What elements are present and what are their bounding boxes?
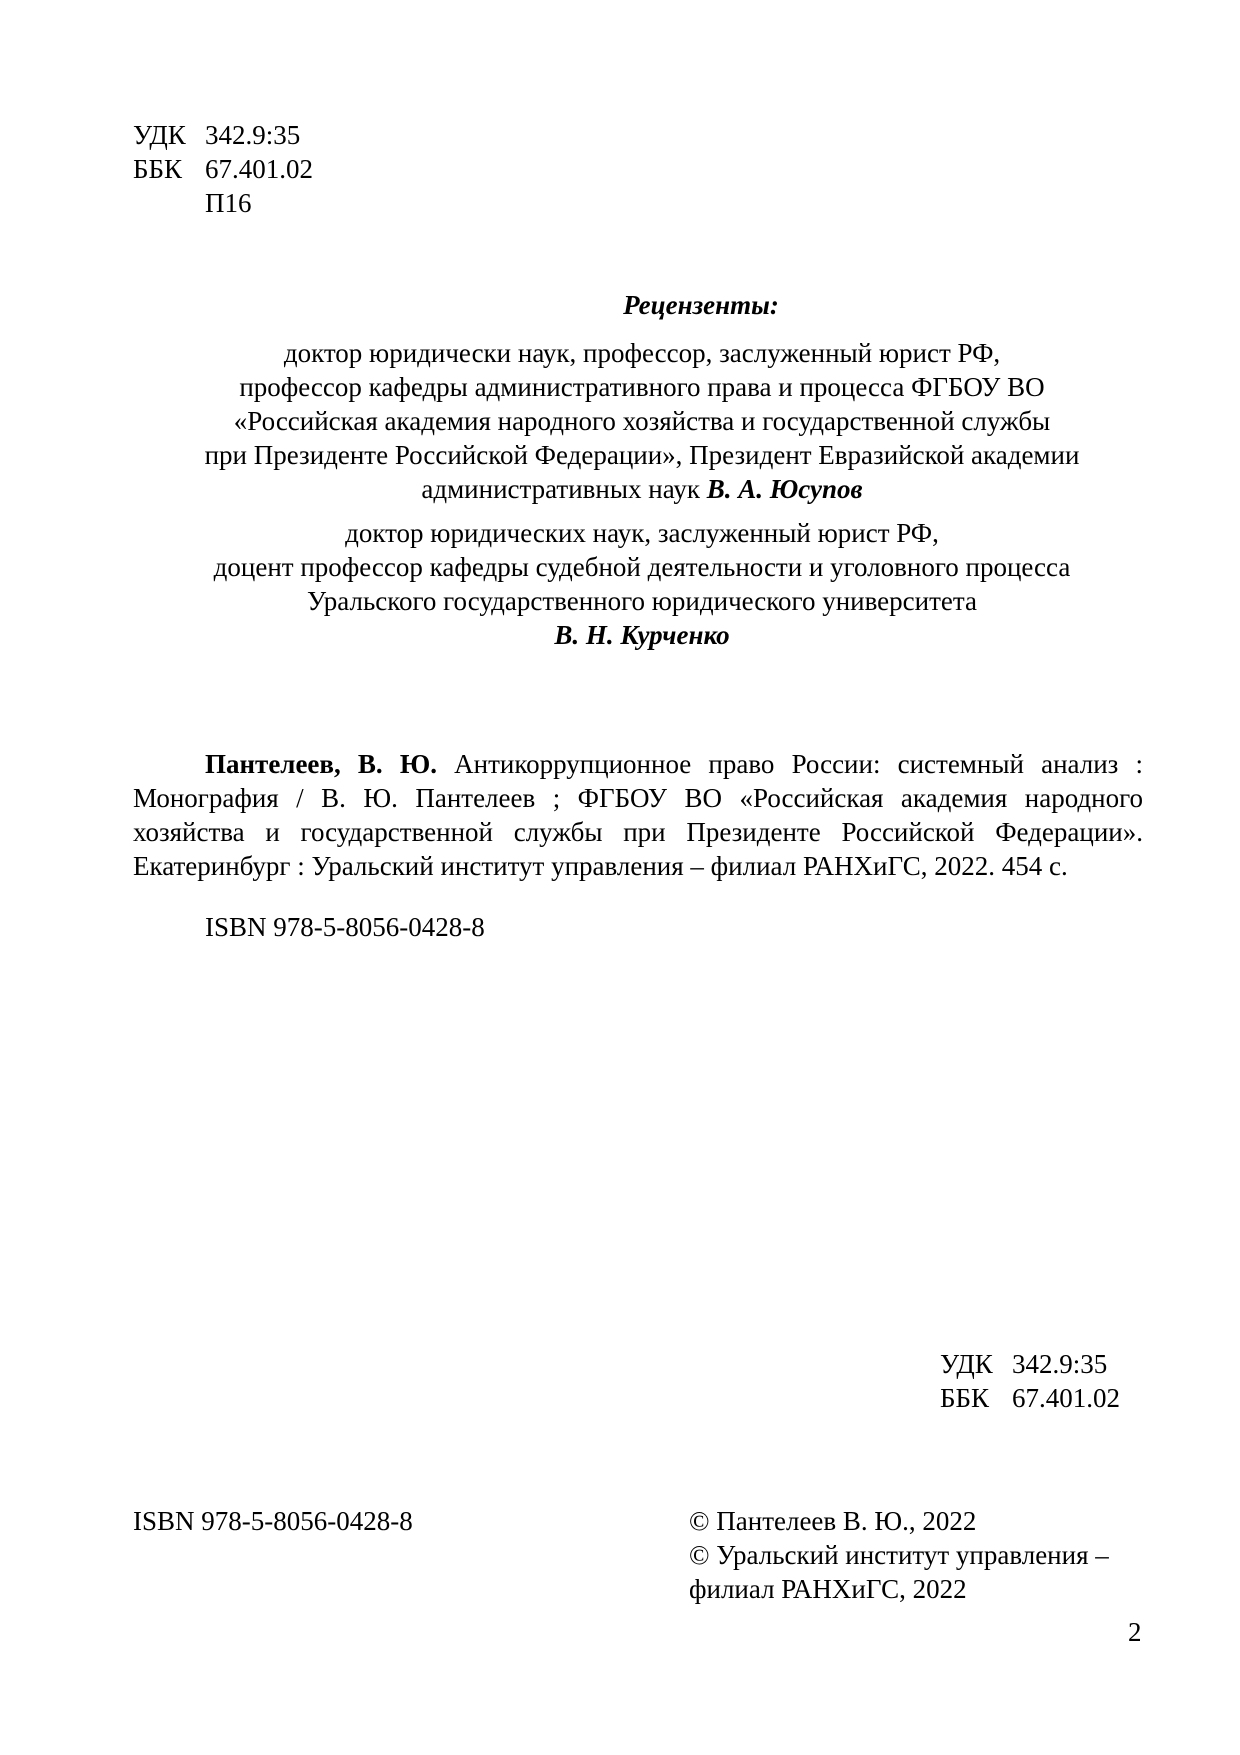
- reviewer-second-line: доктор юридических наук, заслуженный юрист РФ,: [345, 518, 939, 548]
- bbk-value: 67.401.02: [205, 154, 313, 184]
- bibliographic-description: [133, 747, 1143, 883]
- reviewer-first-name: В. А. Юсупов: [706, 474, 863, 504]
- copyright-block: [689, 1504, 1109, 1606]
- reviewer-first-line: при Президенте Российской Федерации», Президент Евразийской академии: [204, 440, 1080, 470]
- reviewer-first-line: доктор юридически наук, профессор, заслуженный юрист РФ,: [283, 338, 1001, 368]
- bbk-label: ББК: [133, 154, 183, 184]
- bib-author: Пантелеев, В. Ю.: [205, 749, 437, 779]
- reviewer-second-line: Уральского государственного юридического университета: [307, 586, 977, 616]
- copyright-line: © Уральский институт управления –: [689, 1540, 1109, 1570]
- udk-row: [133, 118, 313, 152]
- reviewer-first-line: профессор кафедры административного права и процесса ФГБОУ ВО: [239, 372, 1045, 402]
- reviewer-second-line: доцент профессор кафедры судебной деятельности и уголовного процесса: [213, 552, 1071, 582]
- page-number: 2: [1128, 1617, 1142, 1647]
- isbn-bottom: ISBN 978-5-8056-0428-8: [133, 1506, 413, 1536]
- reviewer-second: [132, 516, 1152, 652]
- reviewer-first-line-prefix: административных наук: [421, 474, 707, 504]
- isbn-top: ISBN 978-5-8056-0428-8: [205, 912, 485, 942]
- udk-label: УДК: [133, 120, 186, 150]
- copyright-line: © Пантелеев В. Ю., 2022: [689, 1506, 977, 1536]
- bottom-udk-value: 342.9:35: [1012, 1349, 1108, 1379]
- reviewers-section: [132, 288, 1152, 662]
- udk-value: 342.9:35: [205, 120, 301, 150]
- bottom-classification-codes: [940, 1347, 1120, 1415]
- reviewer-second-name: В. Н. Курченко: [554, 620, 730, 650]
- top-classification-codes: [133, 118, 313, 220]
- reviewer-first-last-line: [132, 472, 1152, 506]
- bib-text: Антикоррупционное право России: системный анализ : Монография / В. Ю. Пантелеев ; ФГБОУ ВО «Российская академия народного хозяйства и государственной службы при Президенте Российской Федерации». Екатеринбург : Уральский институт управления – филиал РАНХиГС, 2022. 454 с.: [133, 749, 1143, 881]
- bottom-udk-label: УДК: [940, 1349, 993, 1379]
- reviewer-first-line: «Российская академия народного хозяйства и государственной службы: [233, 406, 1051, 436]
- bbk-row: [133, 152, 313, 186]
- bottom-bbk-value: 67.401.02: [1012, 1383, 1120, 1413]
- bottom-bbk-label: ББК: [940, 1383, 990, 1413]
- reviewers-title: Рецензенты:: [623, 290, 779, 320]
- bottom-bbk-row: [940, 1381, 1120, 1415]
- copyright-line: филиал РАНХиГС, 2022: [689, 1574, 967, 1604]
- reviewer-first: [132, 336, 1152, 506]
- bottom-udk-row: [940, 1347, 1120, 1381]
- author-sign: П16: [205, 188, 252, 218]
